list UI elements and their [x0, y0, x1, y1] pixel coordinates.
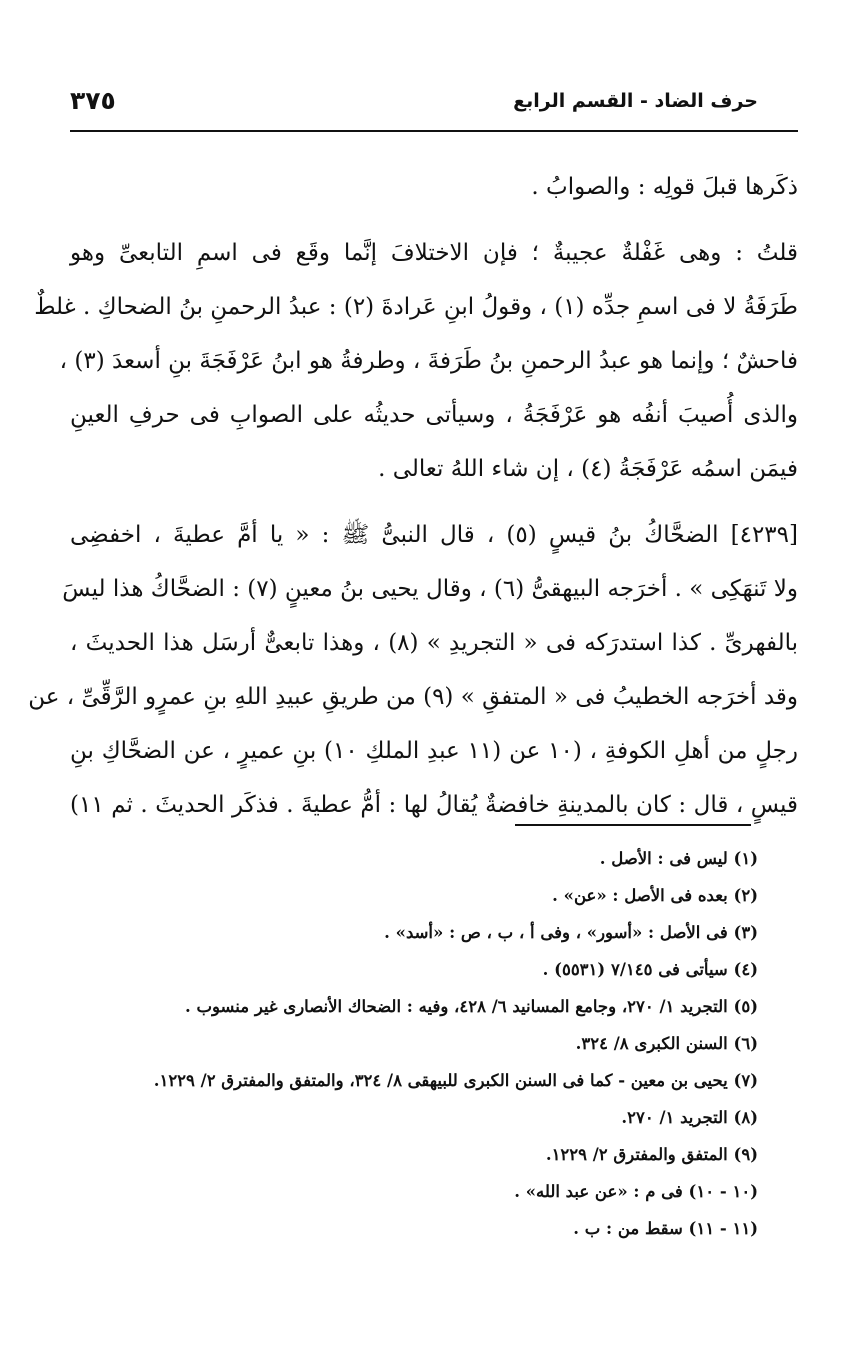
text-line: والذى أُصيبَ أنفُه هو عَرْفَجَةُ ، وسيأتى حديثُه على الصوابِ فى حرفِ العينِ	[70, 402, 798, 428]
entry-heading-line: [٤٢٣٩] الضحَّاكُ بنُ قيسٍ (٥) ، قال النبىُّ ﷺ : « يا أمَّ عطيةَ ، اخفضِى	[70, 522, 798, 548]
paragraph-gap	[70, 214, 798, 226]
footnote: (٢) بعده فى الأصل : «عن» .	[552, 886, 758, 905]
running-title: حرف الضاد - القسم الرابع	[513, 90, 758, 112]
text-line: رجلٍ من أهلِ الكوفةِ ، (١٠ عن (١١ عبدِ الملكِ ١٠) بنِ عميرٍ ، عن الضحَّاكِ بنِ	[70, 738, 798, 764]
page-number: ٣٧٥	[70, 86, 116, 115]
text-line: فاحشٌ ؛ وإنما هو عبدُ الرحمنِ بنُ طَرَفةَ ، وطرفةُ هو ابنُ عَرْفَجَةَ بنِ أسعدَ (٣) ،	[59, 348, 798, 374]
text-line: وقد أخرَجه الخطيبُ فى « المتفقِ » (٩) من طريقِ عبيدِ اللهِ بنِ عمرٍو الرَّقِّىِّ ، عن	[28, 684, 798, 710]
footnote: (٧) يحيى بن معين - كما فى السنن الكبرى للبيهقى ٨/ ٣٢٤، والمتفق والمفترق ٢/ ١٢٢٩.	[153, 1071, 758, 1090]
footnote: (٥) التجريد ١/ ٢٧٠، وجامع المسانيد ٦/ ٤٢٨، وفيه : الضحاك الأنصارى غير منسوب .	[185, 997, 758, 1016]
footnote: (٩) المتفق والمفترق ٢/ ١٢٢٩.	[545, 1145, 758, 1164]
footnote: (١١ - ١١) سقط من : ب .	[573, 1219, 758, 1238]
footnote: (٣) فى الأصل : «أسور» ، وفى أ ، ب ، ص : «أسد» .	[384, 923, 758, 942]
footnote: (٤) سيأتى فى ٧/١٤٥ (٥٥٣١) .	[542, 960, 758, 979]
text-line: بالفهرىِّ . كذا استدرَكه فى « التجريدِ » (٨) ، وهذا تابعىٌّ أرسَل هذا الحديثَ ،	[70, 630, 798, 656]
footnote: (٦) السنن الكبرى ٨/ ٣٢٤.	[575, 1034, 758, 1053]
footnote: (٨) التجريد ١/ ٢٧٠.	[621, 1108, 758, 1127]
running-header	[70, 86, 758, 126]
paragraph-gap	[70, 496, 798, 508]
footnotes	[70, 840, 758, 1247]
text-line: قيسٍ ، قال : كان بالمدينةِ خافضةٌ يُقالُ لها : أمُّ عطيةَ . فذكَر الحديثَ . ثم ١١)	[70, 792, 798, 818]
main-text	[28, 160, 798, 832]
footnote: (١٠ - ١٠) فى م : «عن عبد الله» .	[514, 1182, 758, 1201]
footnote-divider	[515, 824, 751, 826]
text-line: فيمَن اسمُه عَرْفَجَةُ (٤) ، إن شاء اللهُ تعالى .	[378, 456, 798, 482]
text-line: قلتُ : وهى غَفْلةٌ عجيبةٌ ؛ فإن الاختلافَ إنَّما وقَع فى اسمِ التابعىِّ وهو	[70, 240, 798, 266]
text-line: طَرَفَةُ لا فى اسمِ جدِّه (١) ، وقولُ ابنِ عَرادةَ (٢) : عبدُ الرحمنِ بنُ الضحاكِ . غلطٌ	[34, 294, 798, 320]
text-line: ولا تَنهَكِى » . أخرَجه البيهقىُّ (٦) ، وقال يحيى بنُ معينٍ (٧) : الضحَّاكُ هذا ليسَ	[62, 576, 798, 602]
text-line: ذكَرها قبلَ قولِه : والصوابُ .	[531, 174, 798, 200]
footnote: (١) ليس فى : الأصل .	[599, 849, 758, 868]
header-divider	[70, 130, 798, 132]
